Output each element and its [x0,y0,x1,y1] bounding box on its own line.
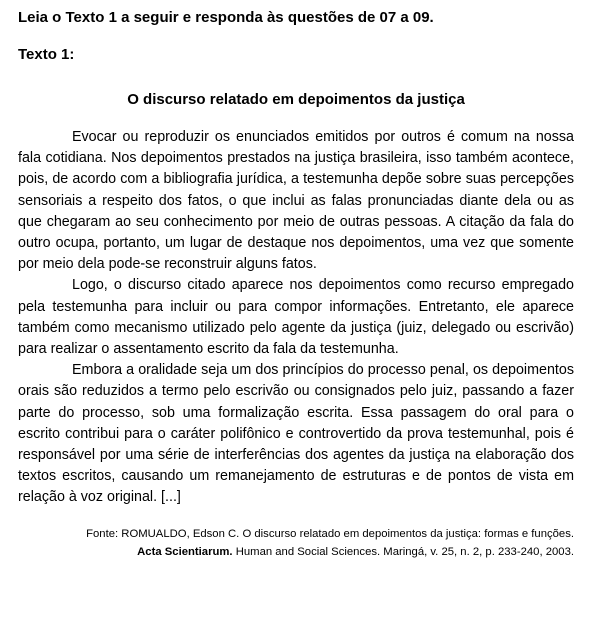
paragraph-2: Logo, o discurso citado aparece nos depoimentos como recurso empregado pela testemunha para incluir ou para compor informações. Entretanto, ele aparece também como mecanismo utilizado pelo agente da justiça (juiz, delegado ou escrivão) para realizar o assentamento escrito da fala da testemunha. [18,277,574,358]
journal-details: Human and Social Sciences. Maringá, v. 25, n. 2, p. 233-240, 2003. [232,546,574,558]
paragraph-1: Evocar ou reproduzir os enunciados emitidos por outros é comum na nossa fala cotidiana. Nos depoimentos prestados na justiça brasileira, isso também acontece, pois, de acordo com a bibliografia jurídica, a testemunha depõe sobre suas percepções sensoriais a respeito dos fatos, o que inclui as falas pronunciadas diante dela ou as que chegaram ao seu conhecimento por meio de outras pessoas. A citação da fala do outro ocupa, portanto, um lugar de destaque nos depoimentos, uma vez que somente por meio dela pode-se reconstruir alguns fatos. [18,129,574,273]
paragraph-3: Embora a oralidade seja um dos princípios do processo penal, os depoimentos orais são reduzidos a termo pelo escrivão ou consignados pelo juiz, passando a fazer parte do processo, sob uma formalização escrita. Essa passagem do oral para o escrito contribui para o caráter polifônico e controvertido da prova testemunhal, pois é responsável por uma série de interferências dos agentes da justiça na elaboração dos textos escritos, causando um remanejamento de estruturas e de pontos de vista em relação à voz original. [...] [18,362,574,506]
instruction-text: Leia o Texto 1 a seguir e responda às questões de 07 a 09. [18,9,434,26]
text-body [18,127,574,509]
source-citation [18,525,574,561]
text-label: Texto 1: [18,46,75,63]
journal-name: Acta Scientiarum. [137,546,233,558]
text-title: O discurso relatado em depoimentos da justiça [127,91,465,108]
source-line-1: Fonte: ROMUALDO, Edson C. O discurso relatado em depoimentos da justiça: formas e funções. [86,528,574,540]
source-line-2 [18,543,574,561]
